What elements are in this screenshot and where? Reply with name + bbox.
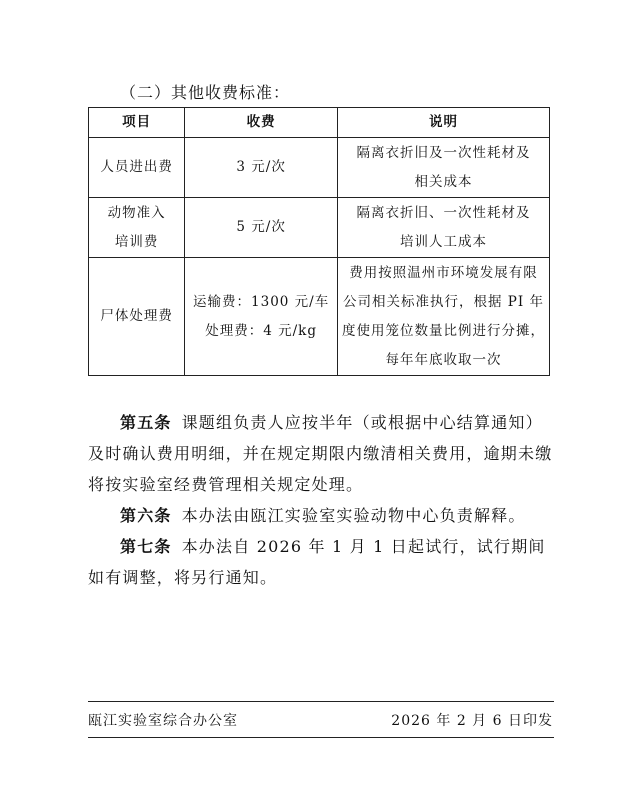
cell-line: 运输费：1300 元/车 [193,293,330,310]
article-7 [88,531,558,593]
cell-line: 3 元/次 [236,159,286,175]
footer-bottom-rule [88,737,554,738]
article-label: 第五条 [120,413,172,432]
article-6 [88,500,558,531]
cell-line: 处理费：4 元/kg [205,322,318,339]
cell-fee [185,198,338,258]
article-label: 第六条 [120,506,172,525]
cell-line: 尸体处理费 [100,308,173,324]
column-header-fee: 收费 [185,108,338,138]
article-text: 本办法自 2026 年 1 月 1 日起试行，试行期间如有调整，将另行通知。 [88,537,546,587]
article-text: 本办法由瓯江实验室实验动物中心负责解释。 [181,506,526,525]
footer-top-rule [88,701,554,702]
cell-note [337,258,549,376]
cell-fee [185,258,338,376]
cell-line: 相关成本 [414,173,473,190]
table-row [89,198,550,258]
cell-item [89,258,185,376]
cell-item [89,138,185,198]
table-row [89,258,550,376]
cell-line: 费用按照温州市环境发展有限 [349,264,538,281]
section-heading: （二）其他收费标准： [120,83,291,102]
article-label: 第七条 [120,537,172,556]
table-row [89,138,550,198]
table-header-row [89,108,550,138]
cell-line: 每年年底收取一次 [385,351,502,368]
cell-line: 公司相关标准执行，根据 PI 年 [342,293,544,310]
article-text: 课题组负责人应按半年（或根据中心结算通知）及时确认费用明细，并在规定期限内缴清相关费用，逾期未缴将按实验室经费管理相关规定处理。 [88,413,553,494]
column-header-item: 项目 [89,108,185,138]
column-header-note: 说明 [337,108,549,138]
cell-note [337,138,549,198]
fee-table [88,107,550,376]
cell-line: 人员进出费 [100,159,173,175]
footer-issuer: 瓯江实验室综合办公室 [88,713,238,729]
cell-line: 5 元/次 [236,219,286,235]
cell-line: 度使用笼位数量比例进行分摊， [341,322,545,339]
article-5 [88,407,558,500]
cell-note [337,198,549,258]
cell-fee [185,138,338,198]
cell-line: 隔离衣折旧、一次性耗材及 [356,204,531,221]
cell-line: 培训费 [114,233,159,250]
cell-line: 培训人工成本 [399,233,487,250]
cell-line: 动物准入 [107,204,166,221]
cell-line: 隔离衣折旧及一次性耗材及 [356,144,531,161]
cell-item [89,198,185,258]
footer-date: 2026 年 2 月 6 日印发 [391,713,553,729]
